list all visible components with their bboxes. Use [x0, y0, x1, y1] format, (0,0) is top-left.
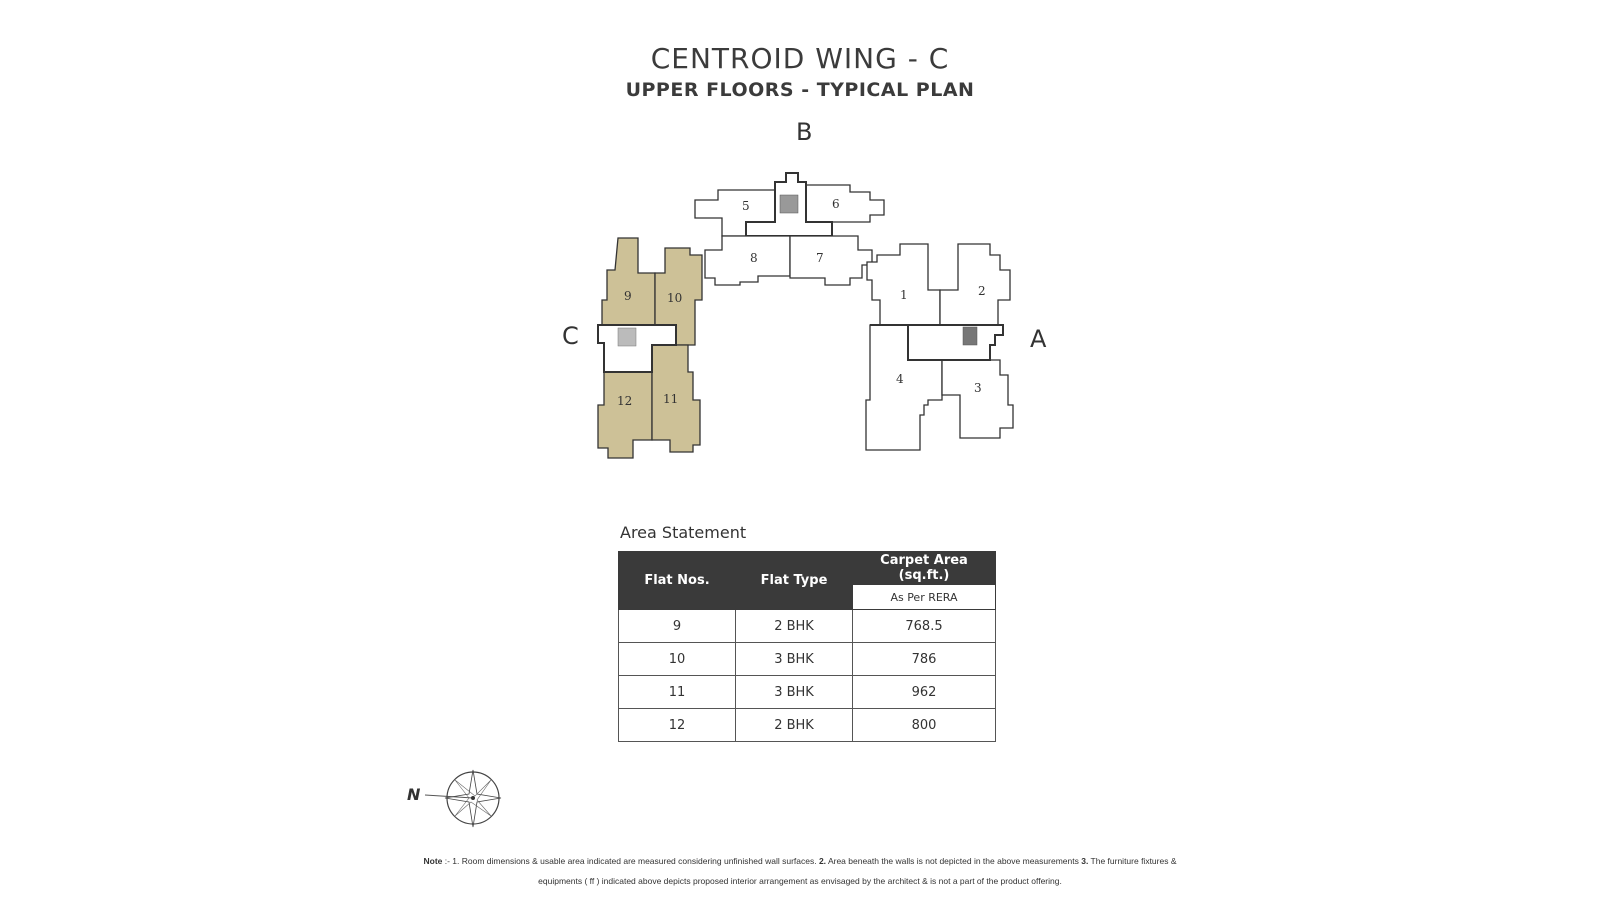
cell-flat-type: 2 BHK	[736, 610, 853, 643]
flat-12[interactable]	[598, 372, 652, 458]
flat-label-8: 8	[750, 251, 758, 265]
header-flat-type: Flat Type	[736, 552, 853, 610]
table-row	[619, 610, 996, 643]
note-num-1: 1.	[452, 856, 460, 866]
flat-label-3: 3	[974, 381, 982, 395]
cell-flat-type: 3 BHK	[736, 643, 853, 676]
flat-label-1: 1	[900, 288, 908, 302]
flat-2[interactable]	[940, 244, 1010, 325]
cell-carpet-area: 786	[853, 643, 996, 676]
note-line-1	[0, 856, 1600, 866]
cell-flat-type: 2 BHK	[736, 709, 853, 742]
flat-label-2: 2	[978, 284, 986, 298]
page-title: CENTROID WING - C	[650, 42, 950, 75]
compass-rose-icon	[405, 765, 515, 840]
flat-1[interactable]	[867, 244, 940, 325]
flat-8[interactable]	[705, 236, 790, 285]
cell-flat-no: 12	[619, 709, 736, 742]
cell-flat-no: 9	[619, 610, 736, 643]
header-flat-no: Flat Nos.	[619, 552, 736, 610]
flat-9[interactable]	[602, 238, 655, 325]
area-statement-heading: Area Statement	[620, 523, 747, 542]
table-row	[619, 676, 996, 709]
wing-a	[866, 244, 1013, 450]
compass-north-label: N	[407, 785, 421, 804]
compass	[405, 765, 515, 844]
note-text-3: The furniture fixtures &	[1088, 856, 1177, 866]
note-line-2: equipments ( ff ) indicated above depicts proposed interior arrangement as envisaged by the architect & is not a part of the product offering.	[538, 876, 1062, 886]
note-text-1: Room dimensions & usable area indicated are measured considering unfinished wall surfaces.	[459, 856, 819, 866]
note-num-2: 2.	[818, 856, 827, 866]
table-row	[619, 643, 996, 676]
flat-label-5: 5	[742, 199, 750, 213]
stair-icon	[963, 327, 977, 345]
cell-carpet-area: 962	[853, 676, 996, 709]
wing-label-c: C	[562, 322, 579, 350]
flat-label-6: 6	[832, 197, 840, 211]
flat-label-11: 11	[663, 392, 679, 406]
cell-flat-no: 11	[619, 676, 736, 709]
header-carpet-sub: As Per RERA	[853, 585, 996, 610]
note-prefix: Note	[423, 856, 443, 866]
header-carpet-area: Carpet Area (sq.ft.)	[853, 552, 996, 585]
flat-label-10: 10	[667, 291, 683, 305]
page-subtitle: UPPER FLOORS - TYPICAL PLAN	[625, 79, 975, 101]
wing-c	[598, 238, 702, 458]
note-text-2: Area beneath the walls is not depicted in the above measurements	[826, 856, 1082, 866]
cell-carpet-area: 800	[853, 709, 996, 742]
wing-label-a: A	[1030, 325, 1047, 353]
flat-label-12: 12	[617, 394, 633, 408]
flat-label-9: 9	[624, 289, 632, 303]
area-statement-table	[618, 551, 996, 742]
cell-flat-type: 3 BHK	[736, 676, 853, 709]
note-sep: :-	[442, 856, 453, 866]
flat-label-7: 7	[816, 251, 824, 265]
wing-b	[695, 173, 884, 285]
cell-flat-no: 10	[619, 643, 736, 676]
stair-icon	[780, 195, 798, 213]
flat-3[interactable]	[942, 360, 1013, 438]
note-num-3: 3.	[1081, 856, 1089, 866]
flat-7[interactable]	[790, 236, 872, 285]
cell-carpet-area: 768.5	[853, 610, 996, 643]
table-row	[619, 709, 996, 742]
flat-label-4: 4	[896, 372, 904, 386]
wing-label-b: B	[796, 118, 813, 146]
stair-icon	[618, 328, 636, 346]
